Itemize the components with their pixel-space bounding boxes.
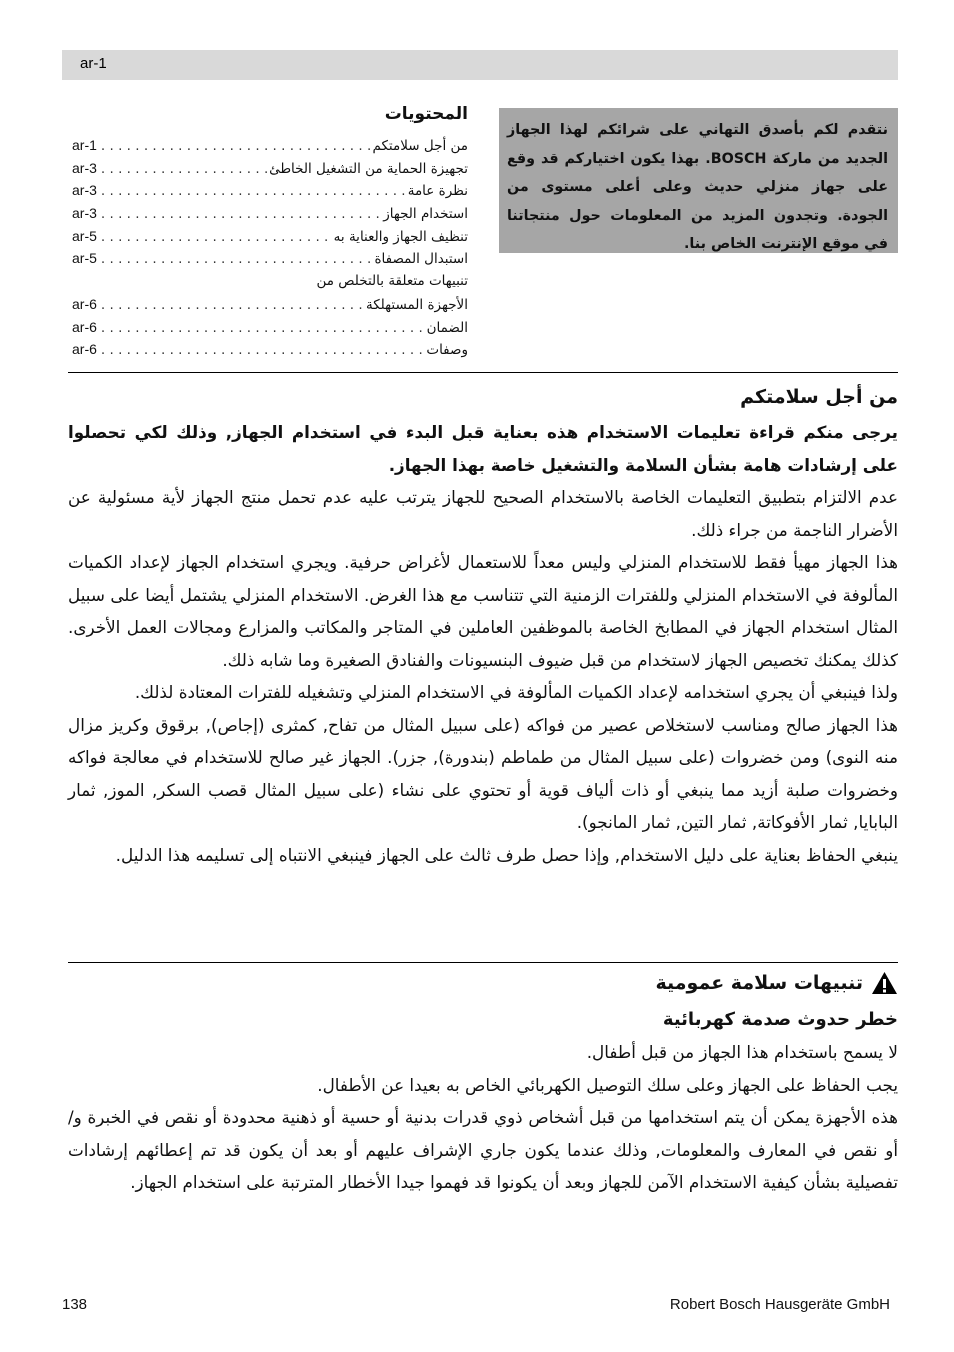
- toc-item[interactable]: الضمان . . . ar-6: [72, 316, 468, 339]
- toc-item-prefix: تنبيهات متعلقة بالتخلص من: [316, 273, 468, 290]
- page-number: 138: [62, 1296, 88, 1313]
- toc-item[interactable]: تنظيف الجهاز والعناية به . . . ar-5: [72, 225, 468, 248]
- paragraph: ينبغي الحفاظ بعناية على دليل الاستخدام, وإذا حصل طرف ثالث على الجهاز فينبغي الانتباه إلى تسليمه هذا الدليل.: [115, 844, 898, 865]
- paragraph: لا يسمح باستخدام هذا الجهاز من قبل أطفال.: [586, 1042, 898, 1062]
- toc-item[interactable]: من أجل سلامتكم . . . ar-1: [72, 134, 468, 157]
- warning-heading-row: [68, 970, 898, 996]
- section-heading: من أجل سلامتكم: [740, 386, 898, 408]
- header-bar: [62, 50, 898, 80]
- company-name: Robert Bosch Hausgeräte GmbH: [669, 1296, 890, 1313]
- safety-section: [68, 384, 898, 871]
- intro-box: نتقدم لكم بأصدق التهاني على شرائكم لهذا الجهاز الجديد من ماركة BOSCH. بهذا يكون اختياركم قد وقع على جهاز منزلي حديث وعلى أعلى مستوى من الجودة. وتجدون المزيد من المعلومات حول منتجاتنا في موقع الإنترنت الخاص بنا.: [499, 108, 898, 253]
- page-section-label: ar-1: [80, 55, 107, 72]
- paragraph: هذا الجهاز مهيأ فقط للاستخدام المنزلي وليس معداً للاستعمال لأغراض حرفية. ويجري استخدام الجهاز لإعداد الكميات المألوفة في الاستخدام المنزلي وللفترات الزمنية التي تتناسب مع هذا الغرض. الاستخدام المنزلي يشتمل أيضا على سبيل المثال استخدام الجهاز في المطابخ الخاصة بالموظفين العاملين في المتاجر والمكاتب والمزارع ومجالات العمل الأخرى. كذلك يمكنك تخصيص الجهاز لاستخدام من قبل ضيوف البنسيونات والفنادق الصغيرة وما شابه ذلك.: [68, 552, 898, 670]
- toc-item[interactable]: الأجهزة المستهلكة . . . ar-6: [72, 293, 468, 316]
- toc-title: المحتويات: [384, 104, 468, 124]
- paragraph: يجب الحفاظ على الجهاز وعلى سلك التوصيل الكهربائي الخاص به بعيدا عن الأطفال.: [317, 1074, 898, 1095]
- section-heading: تنبيهات سلامة عمومية: [655, 972, 863, 994]
- general-safety-section: [68, 970, 898, 1199]
- divider: [68, 962, 898, 963]
- toc-item[interactable]: استخدام الجهاز . . . ar-3: [72, 202, 468, 225]
- sub-heading: خطر حدوث صدمة كهربائية: [662, 1009, 898, 1030]
- toc-item[interactable]: استبدال المصفاة . . . ar-5: [72, 247, 468, 270]
- divider: [68, 372, 898, 373]
- paragraph: ولذا فينبغي أن يجري استخدامه لإعداد الكميات المألوفة في الاستخدام المنزلي وتشغيله للفترات المعتادة لذلك.: [134, 682, 898, 702]
- toc-item[interactable]: نظرة عامة . . . ar-3: [72, 179, 468, 202]
- lead-paragraph: يرجى منكم قراءة تعليمات الاستخدام هذه بعناية قبل البدء في استخدام الجهاز, وذلك لكي تحصلوا على إرشادات هامة بشأن السلامة والتشغيل خاصة بهذا الجهاز.: [68, 422, 898, 475]
- table-of-contents: [72, 104, 468, 361]
- toc-item[interactable]: وصفات . . . ar-6: [72, 338, 468, 361]
- toc-item[interactable]: تجهيزة الحماية من التشغيل الخاطئ . . . ar-3: [72, 157, 468, 180]
- warning-triangle-icon: [871, 971, 898, 995]
- paragraph: هذه الأجهزة يمكن أن يتم استخدامها من قبل أشخاص ذوي قدرات بدنية أو حسية أو ذهنية محدودة أو نقص في الخبرة و/أو نقص في المعارف والمعلومات, وذلك عندما يكون جاري الإشراف عليهم أو بعد أن يكون قد تم إعطائهم إرشادات تفصيلية بشأن كيفية الاستخدام الآمن للجهاز وبعد أن يكونوا قد فهموا جيدا الأخطار المترتبة على استخدام الجهاز.: [68, 1107, 898, 1192]
- paragraph: هذا الجهاز صالح ومناسب لاستخلاص عصير من فواكه (على سبيل المثال من تفاح, كمثرى (إجاص), برقوق وكريز مزال منه النوى) ومن خضروات (على سبيل المثال من طماطم (بندورة), جزر). الجهاز غير صالح للاستخدام في معالجة فواكه وخضروات صلبة أزيد مما ينبغي أو ذات ألياف قوية أو تحتوي على نشاء (على سبيل المثال قصب السكر, الموز, ثمار البابايا, ثمار الأفوكاتة, ثمار التين, ثمار المانجو).: [68, 714, 898, 832]
- paragraph: عدم الالتزام بتطبيق التعليمات الخاصة بالاستخدام الصحيح للجهاز يترتب عليه عدم تحمل منتج الجهاز لأية مسئولية عن الأضرار الناجمة من جراء ذلك.: [68, 487, 898, 540]
